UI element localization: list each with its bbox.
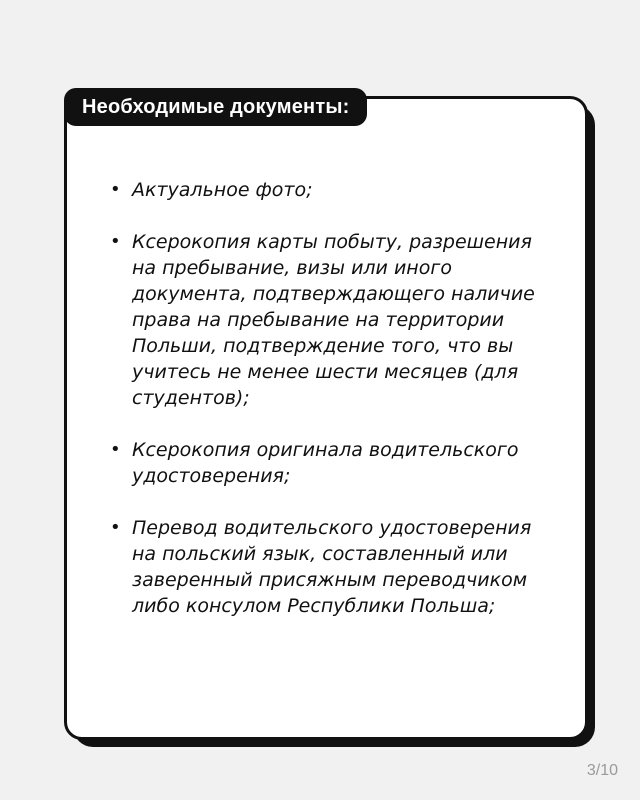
card-title-badge (64, 88, 367, 126)
bullet-icon: • (110, 517, 121, 538)
documents-list (104, 177, 554, 645)
list-item-text: Ксерокопия оригинала водительского удостоверения; (132, 439, 519, 487)
list-item-text: Актуальное фото; (132, 179, 313, 201)
list-item-text: Ксерокопия карты побыту, разрешения на пребывание, визы или иного документа, подтверждающего наличие права на пребывание на территории Польши, подтверждение того, что вы учитесь не менее шести месяцев (для студентов); (132, 231, 535, 409)
bullet-icon: • (110, 179, 121, 200)
list-item (104, 515, 554, 619)
bullet-icon: • (110, 231, 121, 252)
list-item (104, 229, 554, 411)
list-item (104, 177, 554, 203)
card-title: Необходимые документы: (82, 95, 350, 118)
list-item-text: Перевод водительского удостоверения на польский язык, составленный или заверенный присяжным переводчиком либо консулом Республики Польша; (132, 517, 532, 617)
list-item (104, 437, 554, 489)
bullet-icon: • (110, 439, 121, 460)
page-counter: 3/10 (586, 762, 618, 779)
